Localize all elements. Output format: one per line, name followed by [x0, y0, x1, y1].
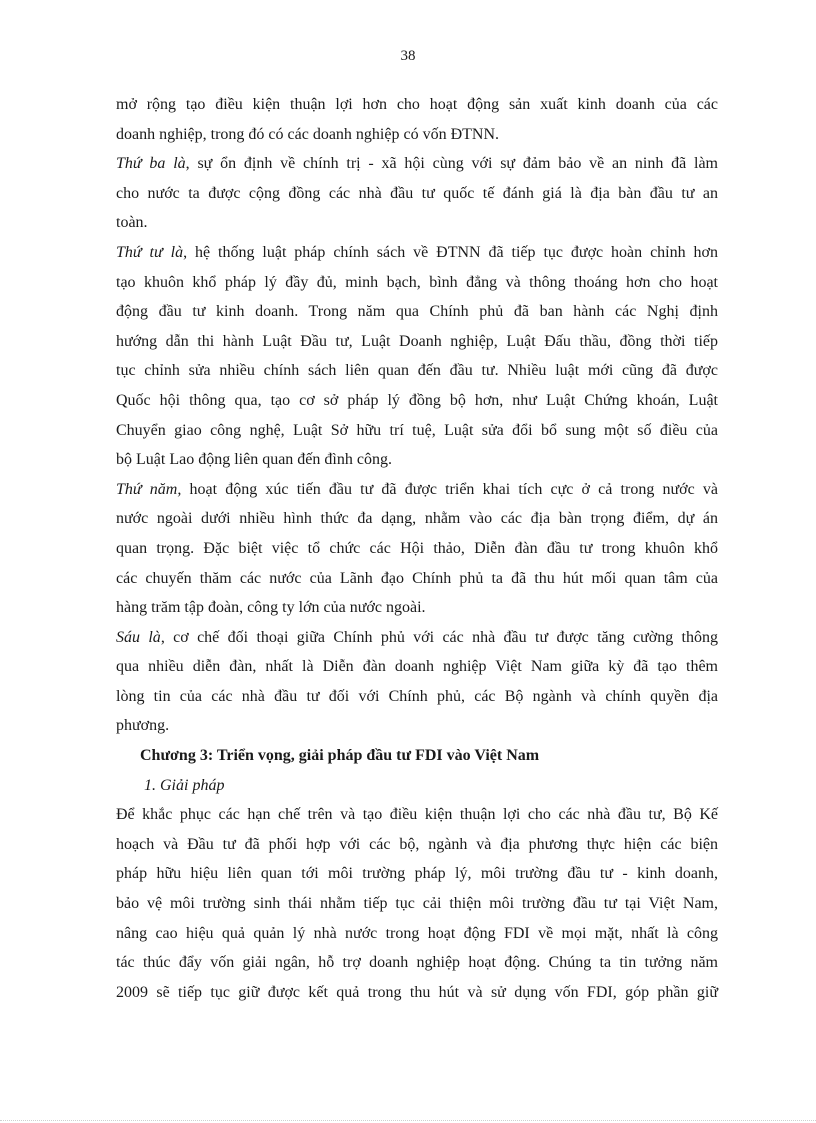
text-line: qua nhiều diễn đàn, nhất là Diễn đàn doanh nghiệp Việt Nam giữa kỳ đã tạo thêm: [116, 658, 718, 676]
paragraph-thu-ba: [116, 149, 718, 238]
text-line-rest: , hệ thống luật pháp chính sách về ĐTNN đã tiếp tục được hoàn chỉnh hơn: [183, 243, 719, 261]
text-line-rest: , sự ổn định về chính trị - xã hội cùng với sự đảm bảo về an ninh đã làm: [185, 155, 718, 173]
text-line: Quốc hội thông qua, tạo cơ sở pháp lý đồng bộ hơn, như Luật Chứng khoán, Luật: [116, 391, 718, 409]
text-line: lòng tin của các nhà đầu tư đối với Chính phủ, các Bộ ngành và chính quyền địa: [116, 687, 718, 705]
text-line: tác thúc đẩy vốn giải ngân, hỗ trợ doanh nghiệp hoạt động. Chúng ta tin tưởng năm: [116, 954, 718, 972]
text-line: [116, 475, 718, 505]
text-line: pháp hữu hiệu liên quan tới môi trường pháp lý, môi trường đầu tư - kinh doanh,: [116, 865, 718, 883]
paragraph-giai-phap: [116, 800, 718, 1007]
text-line: nước ngoài dưới nhiều hình thức đa dạng, nhằm vào các địa bàn trọng điểm, dự án: [116, 510, 718, 528]
text-line: toàn.: [116, 214, 148, 232]
paragraph-sau-la: [116, 623, 718, 741]
paragraph-thu-nam: [116, 475, 718, 623]
page-bottom-edge: [0, 1120, 816, 1121]
paragraph-lead: Sáu là: [116, 628, 161, 646]
text-line: cho nước ta được cộng đồng các nhà đầu tư quốc tế đánh giá là địa bàn đầu tư an: [116, 184, 718, 202]
text-line: Để khắc phục các hạn chế trên và tạo điều kiện thuận lợi cho các nhà đầu tư, Bộ Kế: [116, 806, 718, 824]
text-line: 2009 sẽ tiếp tục giữ được kết quả trong thu hút và sử dụng vốn FDI, góp phần giữ: [116, 983, 718, 1001]
text-line: [116, 623, 718, 653]
text-line: doanh nghiệp, trong đó có các doanh nghiệp có vốn ĐTNN.: [116, 125, 500, 143]
paragraph-lead: Thứ tư là: [116, 243, 184, 261]
text-line-rest: , cơ chế đối thoại giữa Chính phủ với các nhà đầu tư được tăng cường thông: [160, 628, 719, 646]
paragraph-thu-tu: [116, 238, 718, 475]
text-line: Chuyển giao công nghệ, Luật Sở hữu trí tuệ, Luật sửa đổi bổ sung một số điều của: [116, 421, 718, 439]
text-line: mở rộng tạo điều kiện thuận lợi hơn cho hoạt động sản xuất kinh doanh của các: [116, 96, 718, 113]
text-line: hàng trăm tập đoàn, công ty lớn của nước ngoài.: [116, 599, 426, 617]
text-line: tục chỉnh sửa nhiều chính sách liên quan đến đầu tư. Nhiều luật mới cũng đã được: [116, 362, 718, 380]
text-line: nâng cao hiệu quả quản lý nhà nước trong hoạt động FDI về mọi mặt, nhất là công: [116, 924, 718, 942]
text-line: [116, 238, 718, 268]
text-line: các chuyến thăm các nước của Lãnh đạo Chính phủ ta đã thu hút mối quan tâm của: [116, 569, 718, 587]
text-line: tạo khuôn khổ pháp lý đầy đủ, minh bạch, bình đẳng và thông thoáng hơn cho hoạt: [116, 273, 718, 291]
paragraph-lead: Thứ năm,: [116, 480, 182, 498]
section-heading: 1. Giải pháp: [144, 776, 225, 794]
document-body: [116, 90, 718, 1007]
text-line: [116, 149, 718, 179]
text-line: hoạch và Đầu tư đã phối hợp với các bộ, ngành và địa phương thực hiện các biện: [116, 835, 718, 853]
text-line-rest: hoạt động xúc tiến đầu tư đã được triển khai tích cực ở cả trong nước và: [181, 480, 718, 498]
paragraph-lead: Thứ ba là: [116, 155, 186, 173]
paragraph-continuation: [116, 90, 718, 149]
text-line: bảo vệ môi trường sinh thái nhằm tiếp tục cải thiện môi trường đầu tư tại Việt Nam,: [116, 895, 718, 913]
text-line: hướng dẫn thi hành Luật Đầu tư, Luật Doanh nghiệp, Luật Đấu thầu, đồng thời tiếp: [116, 332, 718, 350]
text-line: bộ Luật Lao động liên quan đến đình công.: [116, 451, 392, 469]
text-line: quan trọng. Đặc biệt việc tổ chức các Hội thảo, Diễn đàn đầu tư trong khuôn khổ: [116, 539, 718, 557]
page-number: 38: [400, 48, 416, 64]
text-line: động đầu tư kinh doanh. Trong năm qua Chính phủ đã ban hành các Nghị định: [116, 303, 718, 321]
chapter-heading: Chương 3: Triển vọng, giải pháp đầu tư FDI vào Việt Nam: [140, 747, 540, 765]
text-line: phương.: [116, 717, 170, 735]
